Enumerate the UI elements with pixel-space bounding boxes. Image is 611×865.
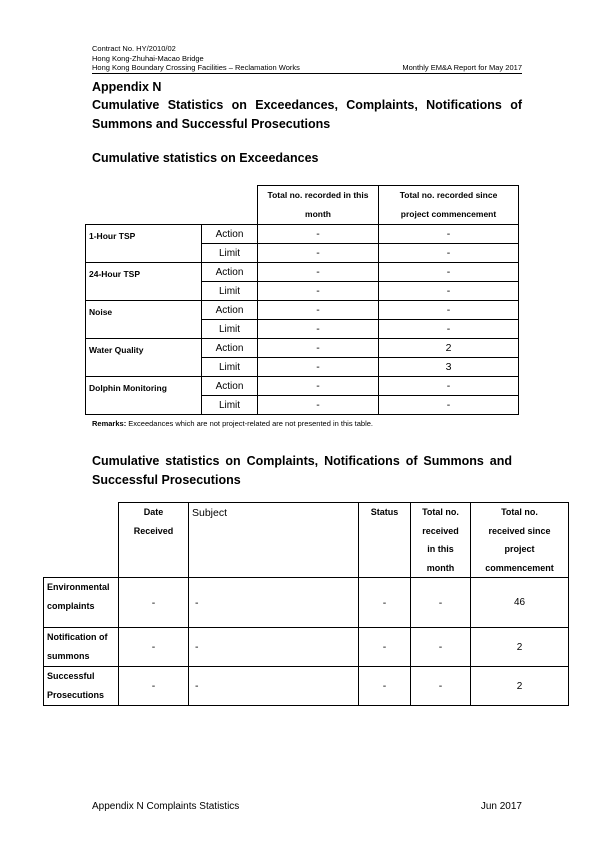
month-cell: - [411, 628, 471, 667]
table-row [86, 339, 519, 358]
exceedances-body [86, 225, 519, 415]
total-cell: 2 [471, 667, 569, 706]
header-blank-cell [44, 503, 119, 578]
page-header [92, 44, 522, 74]
remarks [92, 419, 373, 428]
row-label [44, 628, 119, 667]
date-cell: - [119, 628, 189, 667]
col-header-month [258, 186, 379, 225]
col-header-month-line1: Total no. [422, 507, 459, 517]
col-header-month-line3: in this [427, 544, 454, 554]
action-total-cell: - [379, 225, 519, 244]
limit-total-cell: - [379, 282, 519, 301]
col-header-total-line1: Total no. [501, 507, 538, 517]
col-header-total-line1: Total no. recorded since [399, 190, 498, 200]
limit-total-cell: - [379, 244, 519, 263]
exceedances-heading: Cumulative statistics on Exceedances [92, 151, 319, 165]
complaints-heading: Cumulative statistics on Complaints, Notifications of Summons and Successful Prosecutions [92, 454, 512, 487]
limit-label: Limit [202, 358, 258, 377]
action-label: Action [202, 301, 258, 320]
parameter-label: 24-Hour TSP [86, 263, 202, 301]
limit-month-cell: - [258, 320, 379, 339]
table-row [86, 377, 519, 396]
table-row [44, 667, 569, 706]
col-header-month [411, 503, 471, 578]
col-header-status: Status [359, 503, 411, 578]
action-total-cell: - [379, 263, 519, 282]
table-row [86, 263, 519, 282]
col-header-month-line4: month [426, 562, 455, 573]
limit-label: Limit [202, 244, 258, 263]
facility-name: Hong Kong Boundary Crossing Facilities – Reclamation Works [92, 63, 300, 72]
table-row [44, 578, 569, 628]
limit-total-cell: - [379, 396, 519, 415]
action-month-cell: - [258, 301, 379, 320]
limit-month-cell: - [258, 282, 379, 301]
action-label: Action [202, 377, 258, 396]
col-header-total-line4: commencement [485, 562, 554, 573]
action-label: Action [202, 263, 258, 282]
limit-month-cell: - [258, 358, 379, 377]
status-cell: - [359, 578, 411, 628]
action-month-cell: - [258, 225, 379, 244]
header-blank-cell [86, 186, 258, 225]
limit-label: Limit [202, 320, 258, 339]
col-header-total [379, 186, 519, 225]
col-header-total [471, 503, 569, 578]
project-name: Hong Kong-Zhuhai-Macao Bridge [92, 53, 204, 63]
row-label-line1: Environmental [47, 582, 110, 592]
row-label [44, 578, 119, 628]
col-header-date-line1: Date [143, 507, 164, 517]
action-month-cell: - [258, 377, 379, 396]
report-name: Monthly EM&A Report for May 2017 [402, 63, 522, 72]
row-label-line2: Prosecutions [47, 690, 105, 700]
exceedances-table [85, 185, 519, 415]
row-label-line1: Successful [47, 671, 95, 681]
date-cell: - [119, 667, 189, 706]
action-label: Action [202, 225, 258, 244]
limit-total-cell: - [379, 320, 519, 339]
remarks-text: Exceedances which are not project-related are not presented in this table. [126, 419, 373, 428]
page-footer [92, 801, 522, 812]
row-label-line2: summons [47, 651, 90, 661]
table-row [86, 225, 519, 244]
footer-left: Appendix N Complaints Statistics [92, 801, 240, 812]
col-header-subject: Subject [189, 503, 359, 578]
complaints-header-row [44, 503, 569, 578]
action-month-cell: - [258, 339, 379, 358]
row-label-line1: Notification of [47, 632, 108, 642]
col-header-date [119, 503, 189, 578]
col-header-month-line2: received [422, 525, 459, 536]
subject-cell: - [189, 628, 359, 667]
contract-number: Contract No. HY/2010/02 [92, 44, 176, 53]
complaints-table [43, 502, 569, 706]
table-row [86, 301, 519, 320]
action-total-cell: - [379, 301, 519, 320]
appendix-label: Appendix N [92, 80, 162, 94]
parameter-label: Noise [86, 301, 202, 339]
row-label-line2: complaints [47, 601, 95, 611]
limit-month-cell: - [258, 396, 379, 415]
action-label: Action [202, 339, 258, 358]
col-header-month-line1: Total no. recorded in this [267, 190, 369, 200]
col-header-month-line2: month [305, 209, 331, 219]
action-total-cell: - [379, 377, 519, 396]
footer-right: Jun 2017 [480, 801, 522, 812]
limit-label: Limit [202, 282, 258, 301]
parameter-label: Dolphin Monitoring [86, 377, 202, 415]
limit-month-cell: - [258, 244, 379, 263]
date-cell: - [119, 578, 189, 628]
month-cell: - [411, 667, 471, 706]
col-header-total-line2: project commencement [400, 209, 497, 219]
table-row [44, 628, 569, 667]
limit-total-cell: 3 [379, 358, 519, 377]
status-cell: - [359, 667, 411, 706]
subject-cell: - [189, 667, 359, 706]
total-cell: 46 [471, 578, 569, 628]
limit-label: Limit [202, 396, 258, 415]
row-label [44, 667, 119, 706]
parameter-label: Water Quality [86, 339, 202, 377]
subject-cell: - [189, 578, 359, 628]
col-header-date-line2: Received [133, 525, 174, 536]
status-cell: - [359, 628, 411, 667]
action-total-cell: 2 [379, 339, 519, 358]
exceedances-header-row [86, 186, 519, 225]
total-cell: 2 [471, 628, 569, 667]
month-cell: - [411, 578, 471, 628]
document-title: Cumulative Statistics on Exceedances, Complaints, Notifications of Summons and Successful Prosecutions [92, 98, 522, 131]
parameter-label: 1-Hour TSP [86, 225, 202, 263]
col-header-total-line2: received since [488, 525, 551, 536]
action-month-cell: - [258, 263, 379, 282]
col-header-total-line3: project [504, 544, 535, 554]
header-rule-row [92, 63, 522, 74]
remarks-label: Remarks: [92, 419, 127, 428]
